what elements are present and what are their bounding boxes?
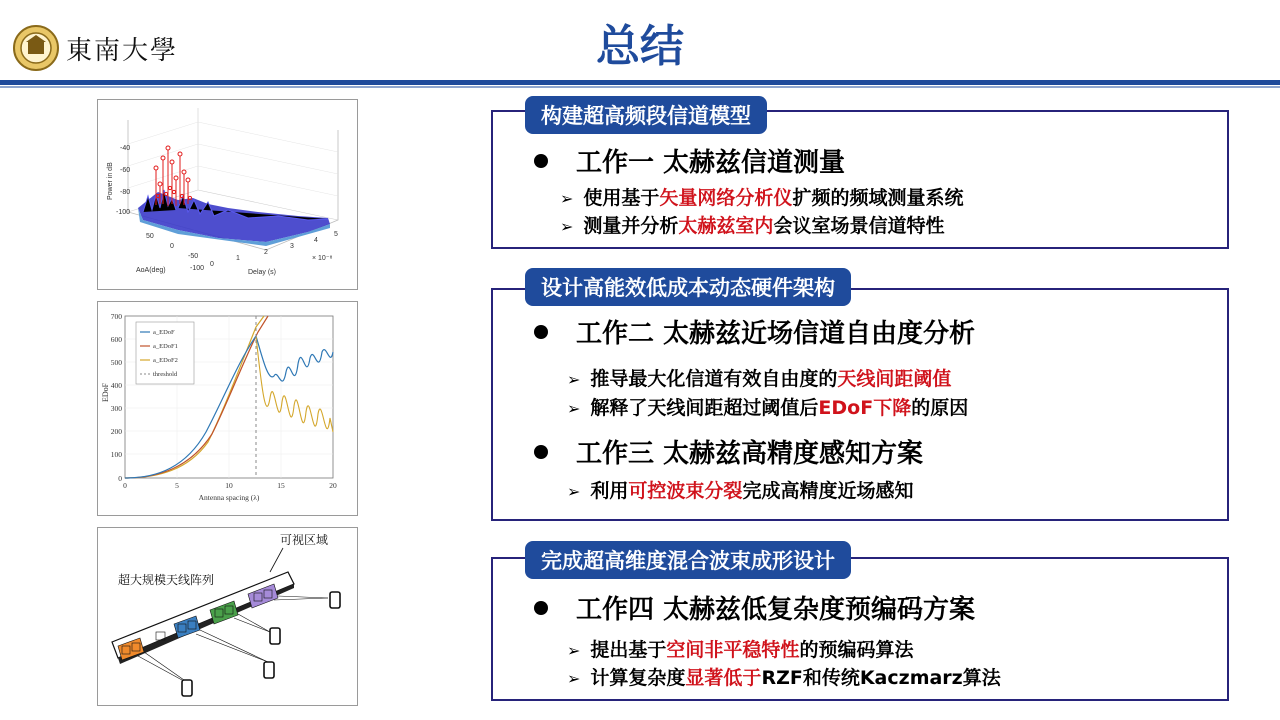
z-tick: -60	[120, 167, 131, 174]
work-item-sub: ➢ 计算复杂度显著低于RZF和传统Kaczmarz算法	[567, 667, 1001, 689]
y-tick: 400	[110, 381, 122, 390]
delay-axis-label: Delay (s)	[248, 269, 277, 276]
figure-antenna-array	[97, 527, 358, 706]
arrow-bullet-icon: ➢	[560, 189, 574, 208]
work-item-title: 工作四 太赫兹低复杂度预编码方案	[534, 589, 975, 626]
legend-entry: a_EDoF2	[153, 357, 178, 364]
bullet-icon	[534, 154, 548, 168]
legend-entry: a_EDoF1	[153, 343, 178, 350]
arrow-bullet-icon: ➢	[567, 370, 581, 389]
x-tick: 0	[123, 481, 127, 490]
work-item-sub: ➢ 推导最大化信道有效自由度的天线间距阈值	[567, 368, 952, 390]
arrow-bullet-icon: ➢	[560, 217, 574, 236]
section-pill-3: 完成超高维度混合波束成形设计	[525, 541, 851, 579]
aoa-tick: 0	[170, 243, 174, 250]
arrow-bullet-icon: ➢	[567, 399, 581, 418]
figure-channel-measurement	[97, 99, 358, 290]
y-tick: 600	[110, 335, 122, 344]
y-tick: 500	[110, 358, 122, 367]
x-tick: 10	[225, 481, 233, 490]
x-tick: 5	[175, 481, 179, 490]
legend-entry: a_EDoF	[153, 329, 175, 336]
visible-region-label: 可视区域	[280, 533, 329, 547]
arrow-bullet-icon: ➢	[567, 669, 581, 688]
work-item-sub: ➢ 解释了天线间距超过阈值后EDoF下降的原因	[567, 397, 969, 419]
work-item-title: 工作三 太赫兹高精度感知方案	[534, 433, 923, 470]
power-axis-label: Power in dB	[107, 162, 114, 200]
work-item-sub: ➢ 利用可控波束分裂完成高精度近场感知	[567, 480, 914, 502]
delay-tick: 3	[290, 243, 294, 250]
work-item-sub: ➢ 提出基于空间非平稳特性的预编码算法	[567, 639, 914, 661]
section-pill-2: 设计高能效低成本动态硬件架构	[525, 268, 851, 306]
delay-tick: 2	[264, 249, 268, 256]
legend-entry: threshold	[153, 371, 178, 378]
header-rule	[0, 80, 1280, 85]
y-tick: 0	[118, 474, 122, 483]
aoa-axis-label: AoA(deg)	[136, 267, 166, 274]
x-tick: 20	[329, 481, 337, 490]
z-tick: -100	[116, 209, 131, 216]
bullet-icon	[534, 601, 548, 615]
figure-edof-plot	[97, 301, 358, 516]
arrow-bullet-icon: ➢	[567, 641, 581, 660]
delay-tick: 1	[236, 255, 240, 262]
page-title: 总结	[596, 21, 684, 72]
delay-exponent: × 10⁻⁸	[312, 255, 333, 262]
university-name: 東南大學	[66, 36, 179, 66]
x-tick: 15	[277, 481, 285, 490]
bullet-icon	[534, 325, 548, 339]
x-axis-label: Antenna spacing (λ)	[198, 493, 260, 502]
arrow-bullet-icon: ➢	[567, 482, 581, 501]
aoa-tick: -100	[190, 265, 205, 272]
y-tick: 300	[110, 404, 122, 413]
z-tick: -80	[120, 189, 131, 196]
aoa-tick: -50	[188, 253, 199, 260]
delay-tick: 0	[210, 261, 214, 268]
y-axis-label: EDoF	[101, 382, 110, 402]
z-tick: -40	[120, 145, 131, 152]
delay-tick: 4	[314, 237, 318, 244]
work-item-title: 工作二 太赫兹近场信道自由度分析	[534, 313, 975, 350]
y-tick: 200	[110, 427, 122, 436]
work-item-sub: ➢ 测量并分析太赫兹室内会议室场景信道特性	[560, 215, 945, 237]
y-tick: 100	[110, 450, 122, 459]
section-pill-1: 构建超高频段信道模型	[525, 96, 767, 134]
bullet-icon	[534, 445, 548, 459]
work-item-sub: ➢ 使用基于矢量网络分析仪扩频的频域测量系统	[560, 187, 964, 209]
aoa-tick: 50	[146, 233, 154, 240]
delay-tick: 5	[334, 231, 338, 238]
array-label: 超大规模天线阵列	[118, 573, 215, 587]
work-item-title: 工作一 太赫兹信道测量	[534, 142, 845, 179]
y-tick: 700	[110, 312, 122, 321]
header-rule-thin	[0, 86, 1280, 88]
